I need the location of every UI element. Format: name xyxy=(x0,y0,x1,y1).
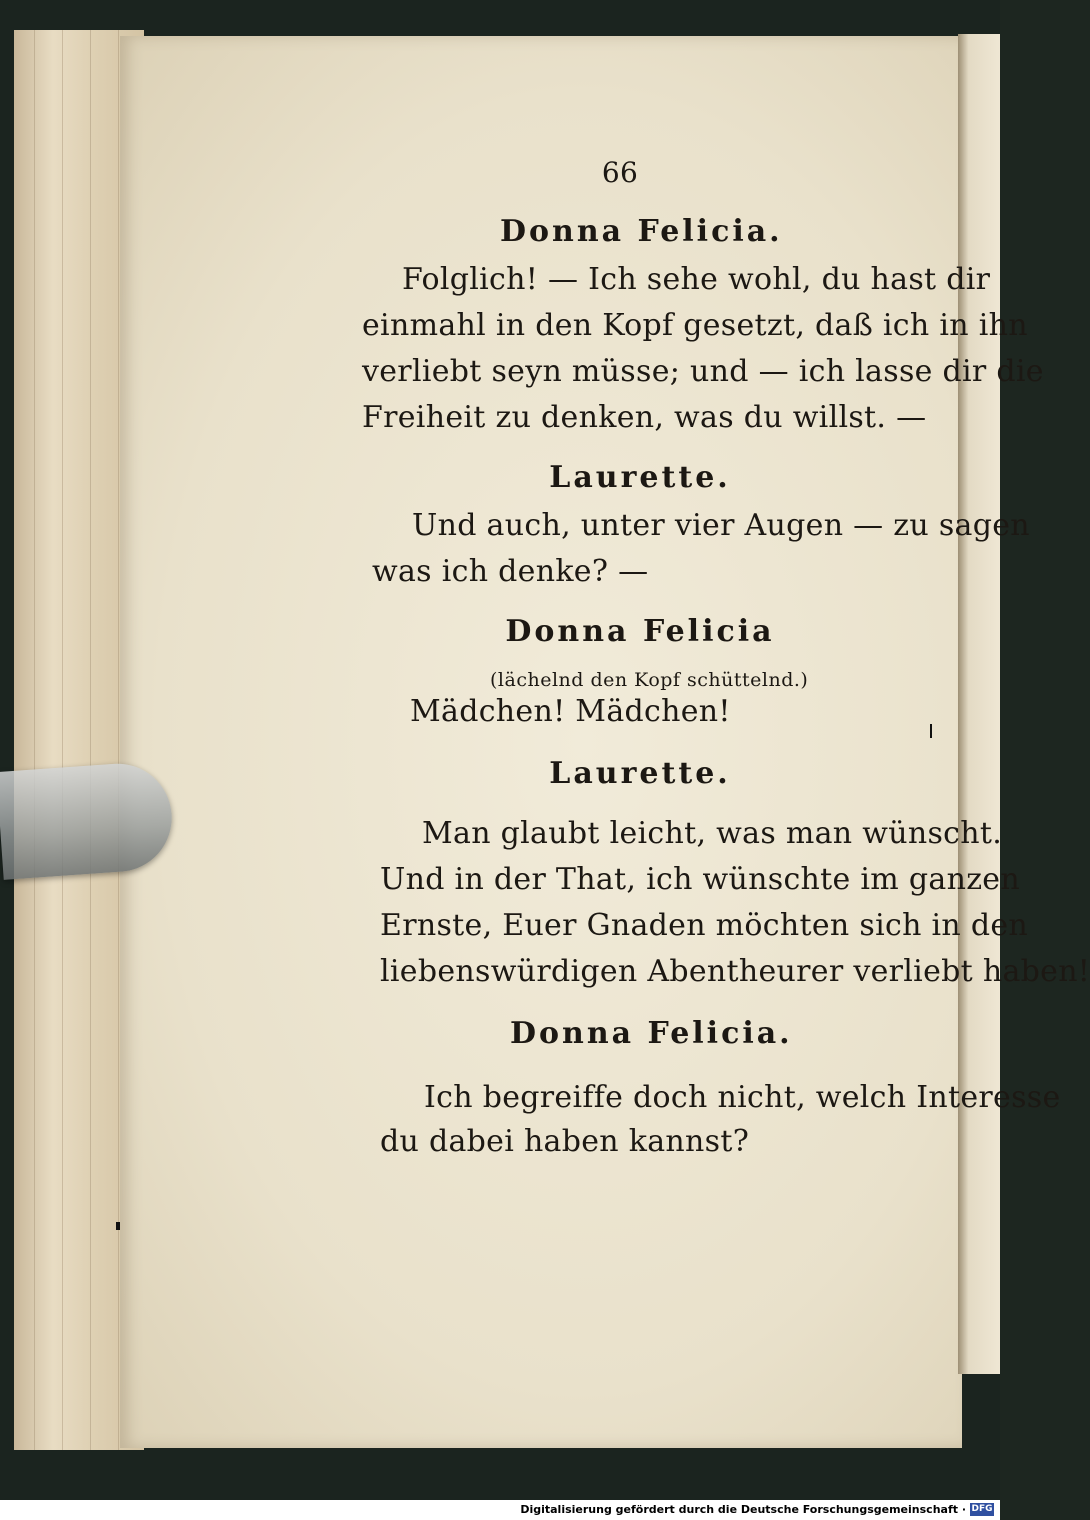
text-line: Mädchen! Mädchen! xyxy=(410,694,731,729)
text-line: Ich begreiffe doch nicht, welch Interesse xyxy=(424,1080,1061,1115)
page-number: 66 xyxy=(601,156,639,189)
text-line: verliebt seyn müsse; und — ich lasse dir die xyxy=(362,354,1044,389)
footer-bar xyxy=(0,1500,1000,1520)
text-line: Und in der That, ich wünschte im ganzen xyxy=(380,862,1020,897)
stage-direction: (lächelnd den Kopf schüttelnd.) xyxy=(490,669,809,691)
speaker-name: Laurette. xyxy=(549,756,731,791)
speaker-name: Donna Felicia. xyxy=(510,1016,793,1051)
dfg-logo-icon: DFG xyxy=(971,1504,993,1514)
text-line: Und auch, unter vier Augen — zu sagen xyxy=(412,508,1030,543)
text-line: was ich denke? — xyxy=(372,554,649,589)
text-line: einmahl in den Kopf gesetzt, daß ich in ihn xyxy=(362,308,1028,343)
text-line: Freiheit zu denken, was du willst. — xyxy=(362,400,927,435)
text-line: Folglich! — Ich sehe wohl, du hast dir xyxy=(402,262,991,297)
text-line: Man glaubt leicht, was man wünscht. xyxy=(422,816,1003,851)
speaker-name: Donna Felicia. xyxy=(500,214,783,249)
speaker-name: Donna Felicia xyxy=(505,614,775,649)
funding-credit: Digitalisierung gefördert durch die Deutsche Forschungsgemeinschaft · xyxy=(520,1503,966,1516)
speaker-name: Laurette. xyxy=(549,460,731,495)
text-line: liebenswürdigen Abentheurer verliebt haben! xyxy=(380,954,1090,989)
text-line: Ernste, Euer Gnaden möchten sich in den xyxy=(380,908,1029,943)
text-line: du dabei haben kannst? xyxy=(380,1124,750,1159)
